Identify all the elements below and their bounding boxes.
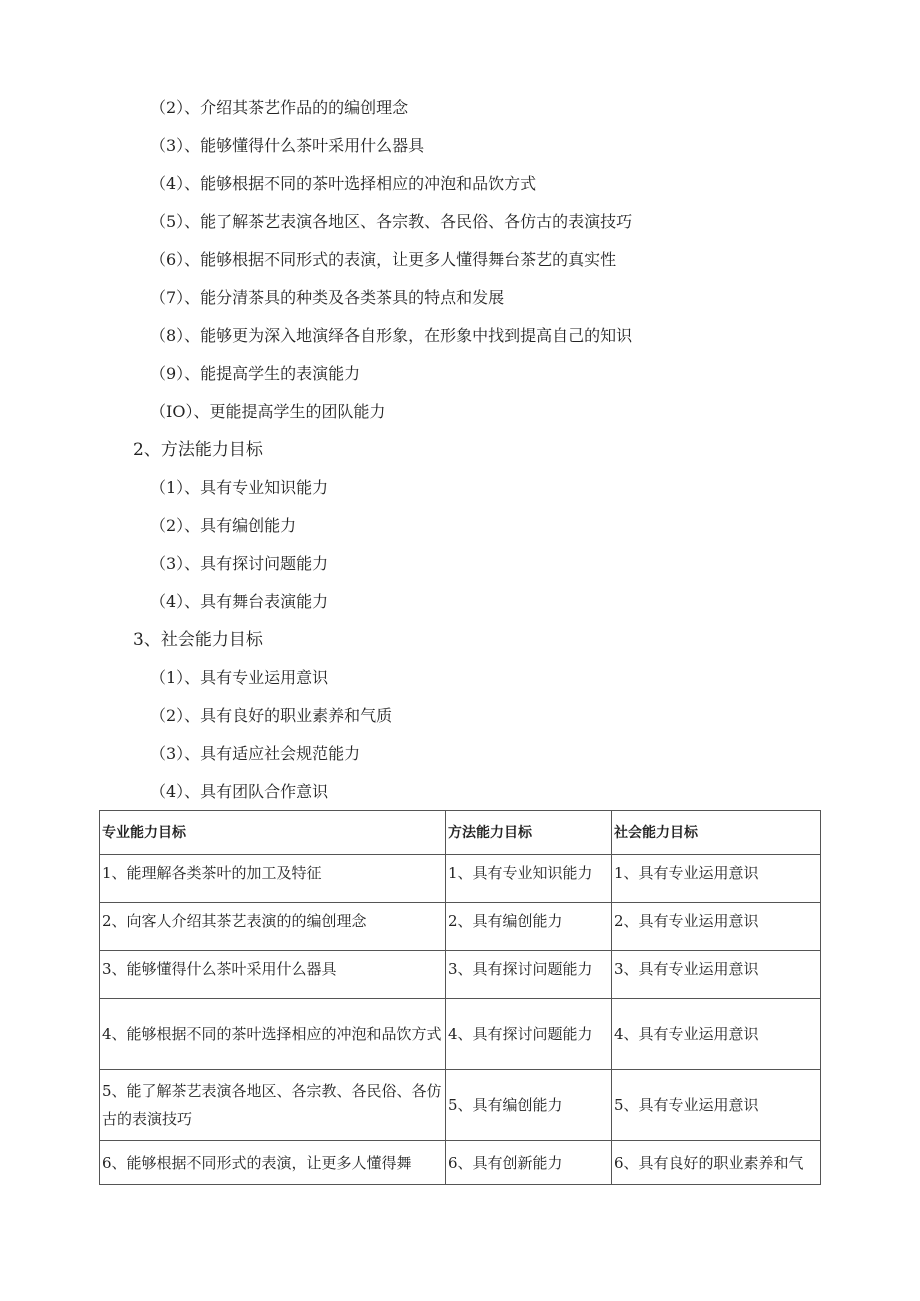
table-cell: 5、具有编创能力	[446, 1070, 612, 1141]
table-row	[100, 1141, 821, 1185]
header-cell-social: 社会能力目标	[612, 811, 821, 855]
header-cell-method: 方法能力目标	[446, 811, 612, 855]
list-item: （4）、能够根据不同的茶叶选择相应的冲泡和品饮方式	[150, 174, 537, 193]
table-cell: 4、具有专业运用意识	[612, 999, 821, 1070]
list-item: （5）、能了解茶艺表演各地区、各宗教、各民俗、各仿古的表演技巧	[150, 212, 633, 231]
table-cell: 2、具有编创能力	[446, 903, 612, 951]
table-cell: 4、能够根据不同的茶叶选择相应的冲泡和品饮方式	[100, 999, 446, 1070]
table-cell: 2、具有专业运用意识	[612, 903, 821, 951]
list-item: （9）、能提高学生的表演能力	[150, 364, 361, 383]
table-cell: 6、能够根据不同形式的表演，让更多人懂得舞	[100, 1141, 446, 1185]
table-cell: 4、具有探讨问题能力	[446, 999, 612, 1070]
list-item: （IO）、更能提高学生的团队能力	[150, 402, 386, 421]
list-item: （2）、具有编创能力	[150, 516, 297, 535]
table-cell: 1、具有专业运用意识	[612, 855, 821, 903]
list-item: （6）、能够根据不同形式的表演，让更多人懂得舞台茶艺的真实性	[150, 250, 617, 269]
list-item: （2）、介绍其茶艺作品的的编创理念	[150, 98, 409, 117]
list-item: （2）、具有良好的职业素养和气质	[150, 706, 393, 725]
table-cell: 6、具有良好的职业素养和气	[612, 1141, 821, 1185]
list-item: （1）、具有专业运用意识	[150, 668, 329, 687]
table-header-row	[100, 811, 821, 855]
list-item: （1）、具有专业知识能力	[150, 478, 329, 497]
list-item: （3）、能够懂得什么茶叶采用什么器具	[150, 136, 425, 155]
objectives-table	[99, 810, 821, 1185]
table-row	[100, 1070, 821, 1141]
list-item: （7）、能分清茶具的种类及各类茶具的特点和发展	[150, 288, 505, 307]
table-cell: 5、能了解茶艺表演各地区、各宗教、各民俗、各仿古的表演技巧	[100, 1070, 446, 1141]
table-cell: 3、具有探讨问题能力	[446, 951, 612, 999]
list-item: （3）、具有探讨问题能力	[150, 554, 329, 573]
table-row	[100, 903, 821, 951]
list-item: （4）、具有舞台表演能力	[150, 592, 329, 611]
table-row	[100, 855, 821, 903]
section-heading-social: 3、社会能力目标	[133, 630, 263, 650]
table-row	[100, 999, 821, 1070]
list-item: （3）、具有适应社会规范能力	[150, 744, 361, 763]
list-item: （4）、具有团队合作意识	[150, 782, 329, 801]
table-cell: 1、能理解各类茶叶的加工及特征	[100, 855, 446, 903]
table-cell: 5、具有专业运用意识	[612, 1070, 821, 1141]
table-cell: 3、具有专业运用意识	[612, 951, 821, 999]
table-cell: 3、能够懂得什么茶叶采用什么器具	[100, 951, 446, 999]
header-cell-professional: 专业能力目标	[100, 811, 446, 855]
table-cell: 2、向客人介绍其茶艺表演的的编创理念	[100, 903, 446, 951]
table-row	[100, 951, 821, 999]
table-cell: 6、具有创新能力	[446, 1141, 612, 1185]
list-item: （8）、能够更为深入地演绎各自形象，在形象中找到提高自己的知识	[150, 326, 633, 345]
section-heading-method: 2、方法能力目标	[133, 440, 263, 460]
table-cell: 1、具有专业知识能力	[446, 855, 612, 903]
